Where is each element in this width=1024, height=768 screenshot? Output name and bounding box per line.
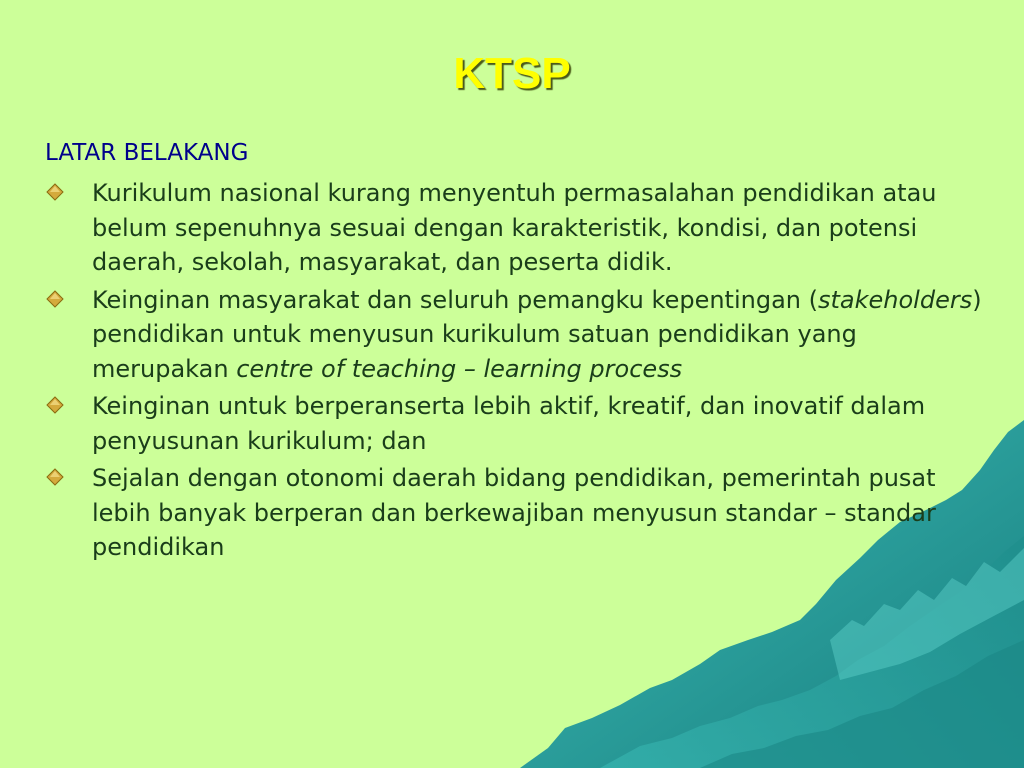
bullet-item	[44, 461, 994, 565]
bullet-text	[92, 392, 925, 455]
bullet-text-italic: stakeholders	[817, 285, 973, 314]
bullet-text-segment: Keinginan masyarakat dan seluruh pemangku kepentingan (	[92, 285, 818, 314]
section-heading: LATAR BELAKANG	[45, 140, 249, 166]
bullet-text-segment: Sejalan dengan otonomi daerah bidang pendidikan, pemerintah pusat lebih banyak berperan dan berkewajiban menyusun standar – standar pendidikan	[92, 464, 936, 561]
bullet-text-segment: ) pendidikan untuk menyusun kurikulum satuan pendidikan yang merupakan	[92, 285, 982, 383]
diamond-bullet-icon	[46, 468, 64, 486]
diamond-bullet-icon	[46, 396, 64, 414]
bullet-text	[92, 286, 982, 383]
bullet-item	[44, 389, 994, 458]
bullet-text-italic: centre of teaching – learning process	[236, 354, 683, 383]
bullet-text	[92, 179, 937, 276]
bullet-item	[44, 283, 994, 387]
bullet-list	[44, 176, 994, 568]
slide-title: KTSP	[453, 49, 571, 98]
bullet-text	[92, 464, 936, 561]
diamond-bullet-icon	[46, 183, 64, 201]
bullet-text-segment: Keinginan untuk berperanserta lebih aktif, kreatif, dan inovatif dalam penyusunan kurikulum; dan	[92, 392, 926, 455]
bullet-text-segment: Kurikulum nasional kurang menyentuh permasalahan pendidikan atau belum sepenuhnya sesuai dengan karakteristik, kondisi, dan potensi daerah, sekolah, masyarakat, dan peserta didik.	[92, 179, 937, 276]
bullet-item	[44, 176, 994, 280]
diamond-bullet-icon	[46, 290, 64, 308]
